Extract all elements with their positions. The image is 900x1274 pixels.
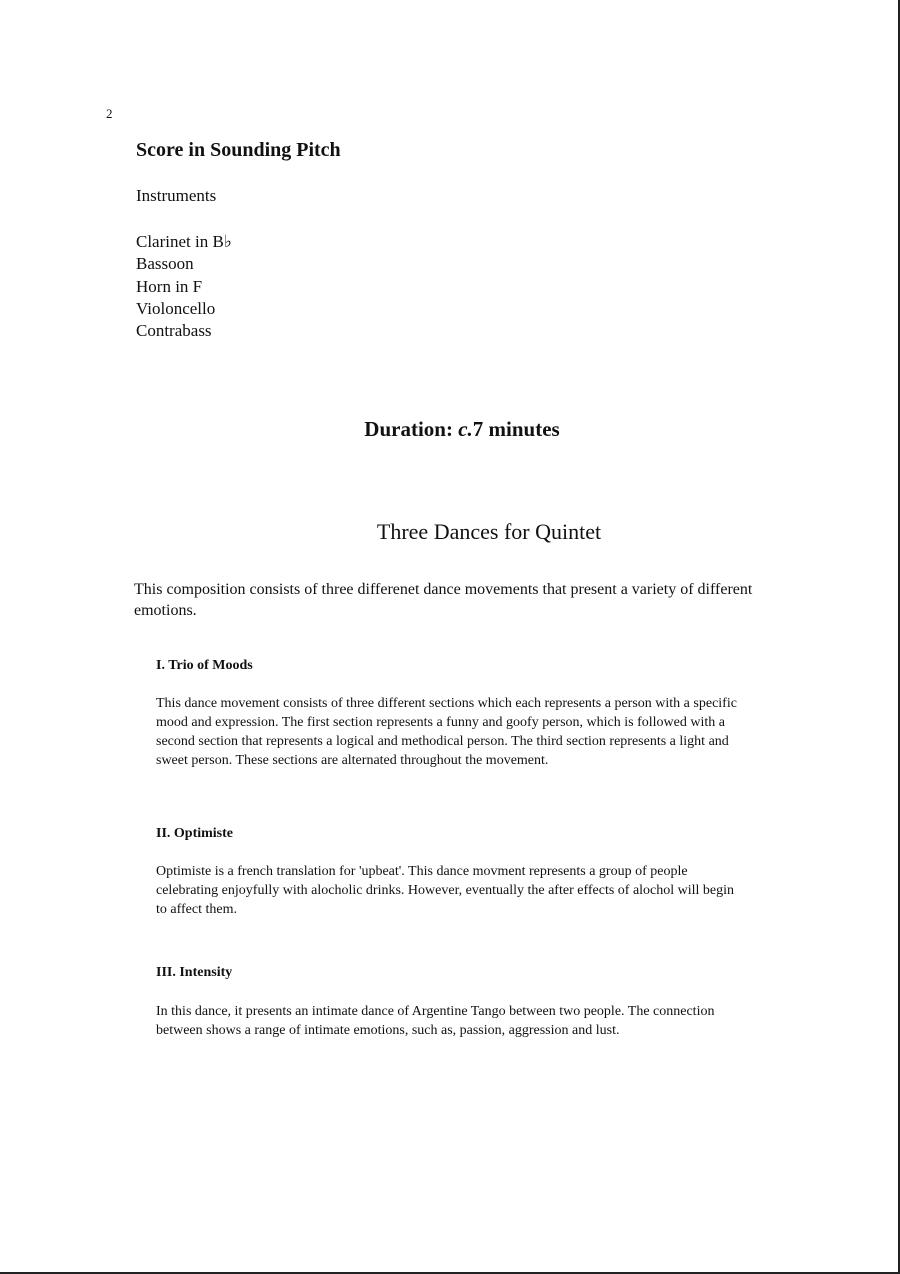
instrument-list: [136, 231, 232, 342]
instrument-item: Contrabass: [136, 321, 212, 341]
movement-heading: II. Optimiste: [156, 826, 233, 841]
page-number: 2: [106, 106, 113, 121]
duration-approx: c.: [458, 417, 473, 441]
movement-description: In this dance, it presents an intimate dance of Argentine Tango between two people. The connection between shows a range of intimate emotions, such as, passion, aggression and lust.: [156, 1004, 715, 1038]
duration-value: 7 minutes: [472, 417, 560, 441]
duration-label: Duration:: [364, 417, 459, 441]
score-title: Score in Sounding Pitch: [136, 139, 341, 161]
intro-paragraph: This composition consists of three differenet dance movements that present a variety of different emotions.: [134, 581, 753, 619]
instruments-heading: Instruments: [136, 186, 217, 205]
work-title: Three Dances for Quintet: [376, 519, 602, 544]
instrument-item: Horn in F: [136, 276, 203, 296]
instrument-item: Violoncello: [136, 298, 216, 318]
movement-description: This dance movement consists of three different sections which each represents a person with a specific mood and expression. The first section represents a funny and goofy person, which is followed with a second section that represents a logical and methodical person. The third section represents a light and sweet person. These sections are alternated throughout the movement.: [156, 696, 737, 768]
movement-description: Optimiste is a french translation for 'upbeat'. This dance movment represents a group of people celebrating enjoyfully with alocholic drinks. However, eventually the after effects of alochol will begin to affect them.: [156, 864, 735, 917]
instrument-item: Clarinet in B♭: [136, 232, 232, 251]
movement-heading: I. Trio of Moods: [156, 658, 253, 673]
instrument-item: Bassoon: [136, 254, 194, 274]
movement-heading: III. Intensity: [156, 965, 233, 980]
duration: [0, 417, 900, 442]
